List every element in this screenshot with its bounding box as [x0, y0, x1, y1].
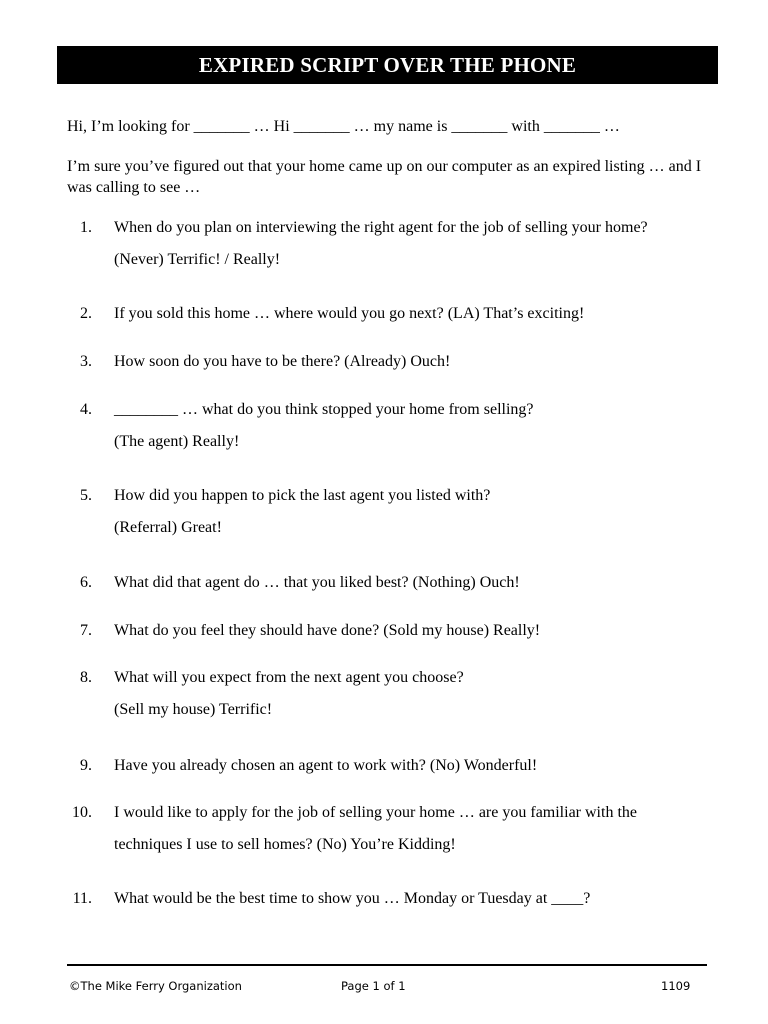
item-text: What will you expect from the next agent you choose?: [114, 669, 464, 686]
item-number: 3.: [80, 353, 92, 370]
intro-opener: I’m sure you’ve figured out that your home came up on our computer as an expired listing … and I was calling to see …: [67, 158, 702, 196]
item-number: 6.: [80, 574, 92, 591]
item-response: (The agent) Really!: [114, 433, 240, 450]
document-title-text: EXPIRED SCRIPT OVER THE PHONE: [198, 52, 577, 77]
item-text: If you sold this home … where would you go next? (LA) That’s exciting!: [114, 305, 585, 322]
item-text: How did you happen to pick the last agent you listed with?: [114, 487, 491, 504]
item-number: 10.: [72, 804, 92, 821]
item-text: What did that agent do … that you liked best? (Nothing) Ouch!: [114, 574, 520, 591]
item-text: What do you feel they should have done? (Sold my house) Really!: [114, 622, 541, 639]
item-response: techniques I use to sell homes? (No) You’re Kidding!: [114, 836, 456, 853]
item-text: ________ … what do you think stopped your home from selling?: [114, 401, 534, 418]
document-title: [57, 46, 718, 84]
intro-greeting: Hi, I’m looking for _______ … Hi _______ … my name is _______ with _______ …: [67, 118, 620, 135]
item-response: (Never) Terrific! / Really!: [114, 251, 281, 268]
item-text: I would like to apply for the job of selling your home … are you familiar with the: [114, 804, 637, 821]
item-number: 2.: [80, 305, 92, 322]
item-text: Have you already chosen an agent to work with? (No) Wonderful!: [114, 757, 538, 774]
footer-divider: [67, 964, 707, 966]
item-number: 8.: [80, 669, 92, 686]
item-response: (Referral) Great!: [114, 519, 222, 536]
footer-copyright: ©The Mike Ferry Organization: [69, 979, 242, 993]
footer-code: 1109: [661, 979, 691, 993]
item-number: 4.: [80, 401, 92, 418]
item-number: 11.: [72, 890, 92, 907]
item-text: What would be the best time to show you … Monday or Tuesday at ____?: [114, 890, 591, 907]
item-number: 7.: [80, 622, 92, 639]
item-number: 1.: [80, 219, 92, 236]
item-number: 5.: [80, 487, 92, 504]
item-text: How soon do you have to be there? (Already) Ouch!: [114, 353, 451, 370]
item-response: (Sell my house) Terrific!: [114, 701, 273, 718]
item-text: When do you plan on interviewing the right agent for the job of selling your home?: [114, 219, 648, 236]
item-number: 9.: [80, 757, 92, 774]
footer-page-number: Page 1 of 1: [341, 979, 406, 993]
